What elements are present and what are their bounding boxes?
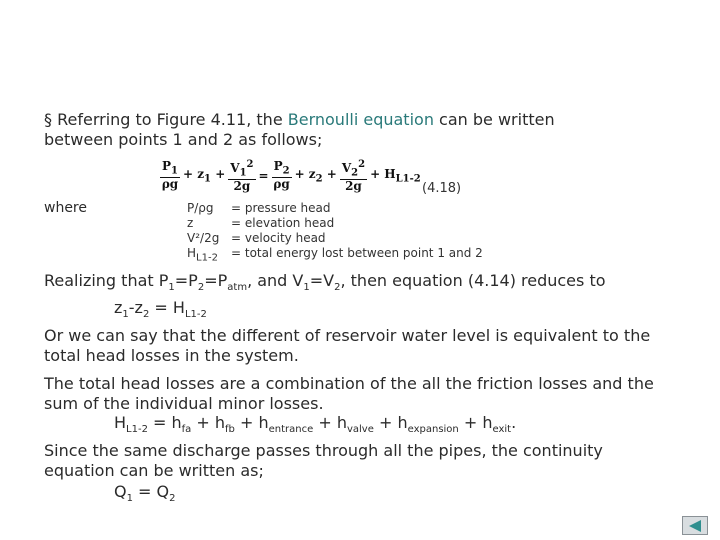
- total-loss-equation: $H_{L1-2} = h_{fa} + h_{fb} + h_{entrance} + h_{valve} + h_{expansion} + h_{exit}$.: [114, 413, 517, 436]
- back-arrow-icon: [689, 520, 701, 532]
- definition-elevation-head: z = elevation head: [187, 216, 335, 230]
- paragraph-reservoir-line-2: total head losses in the system.: [44, 346, 299, 365]
- realizing-line: Realizing that $P_1=P_2=P_{atm}$, and $V_1=V_2$, then equation (4.14) reduces to: [44, 271, 606, 294]
- intro-line-1: § Referring to Figure 4.11, the Bernoulli equation can be written: [44, 110, 555, 129]
- paragraph-losses-line-1: The total head losses are a combination of the all the friction losses and the: [44, 374, 654, 393]
- continuity-equation: $Q_1 = Q_2$: [114, 482, 176, 505]
- bernoulli-equation: $\frac{P_1}{\rho g}$ + $z_1$ + $\frac{V_1^2}{2g}$ = $\frac{P_2}{\rho g}$ + $z_2$ + $\frac{V_2^2}{2g}$ + $H_{L1-2}$: [161, 159, 421, 194]
- definitions-list: [187, 201, 483, 265]
- definition-velocity-head: V²/2g = velocity head: [187, 231, 326, 245]
- definition-pressure-head: P/ρg = pressure head: [187, 201, 331, 215]
- intro-line-2: between points 1 and 2 as follows;: [44, 130, 323, 149]
- definition-energy-loss: $H_{L1-2}$ = total energy lost between point 1 and 2: [187, 246, 483, 264]
- paragraph-reservoir-line-1: Or we can say that the different of reservoir water level is equivalent to the: [44, 326, 651, 345]
- bernoulli-link: Bernoulli equation: [287, 110, 434, 129]
- bullet-icon: §: [44, 110, 52, 129]
- back-button[interactable]: [682, 516, 708, 535]
- equation-number: (4.18): [422, 181, 462, 196]
- where-label: where: [44, 200, 87, 216]
- head-loss-equation: $z_1-z_2 = H_{L1-2}$: [114, 298, 207, 321]
- paragraph-continuity-line-1: Since the same discharge passes through all the pipes, the continuity: [44, 441, 603, 460]
- paragraph-losses-line-2: sum of the individual minor losses.: [44, 394, 324, 413]
- paragraph-continuity-line-2: equation can be written as;: [44, 461, 264, 480]
